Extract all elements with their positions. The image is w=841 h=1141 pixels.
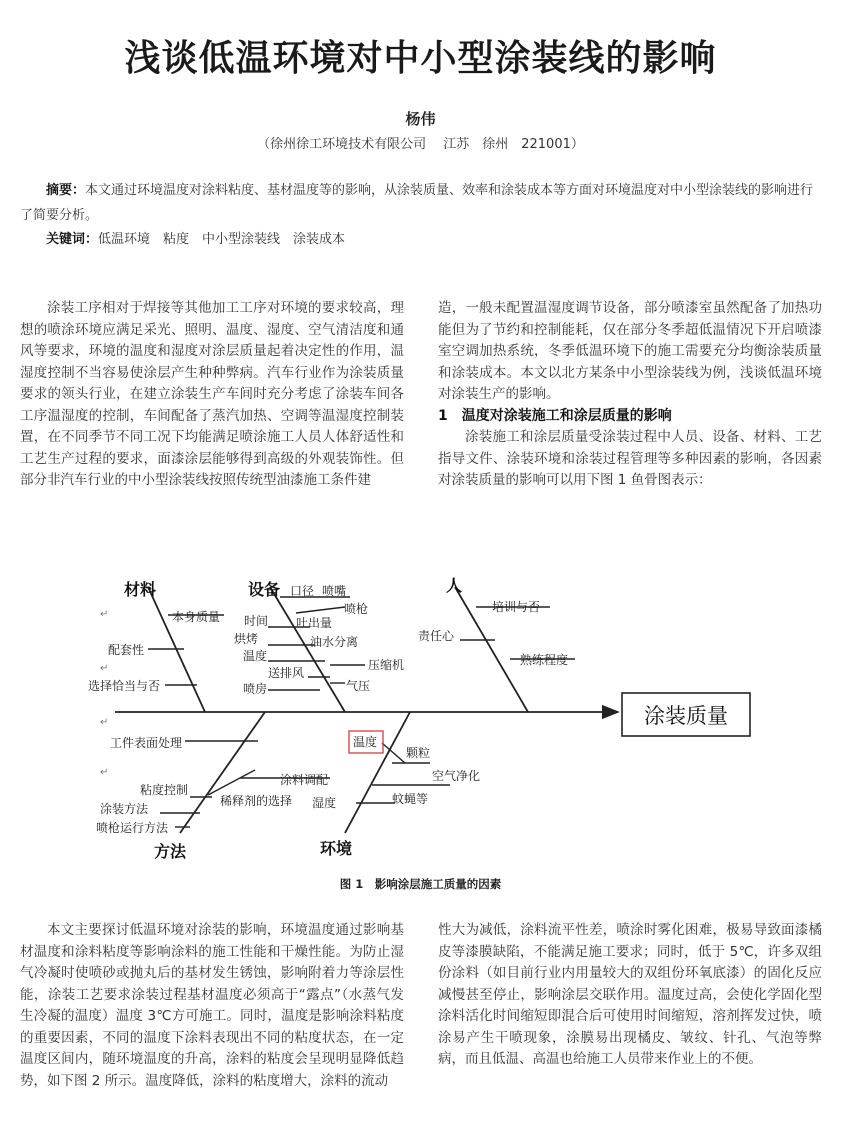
label-material-quality: 本身质量 — [172, 610, 221, 624]
body-right-column-top — [438, 298, 822, 492]
label-equipment-nozzle: 口径 — [290, 584, 315, 598]
category-method: 方法 — [154, 842, 187, 861]
bone-equipment — [270, 587, 345, 712]
label-people-responsibility: 责任心 — [418, 629, 455, 643]
body-right-column-bottom — [438, 920, 822, 1071]
label-equipment-spray: 喷嘴 — [322, 584, 347, 598]
bone-environment — [345, 712, 410, 833]
label-equipment-compressor: 压缩机 — [368, 658, 405, 672]
body-left-column-top — [20, 298, 404, 492]
label-method-viscosity: 粘度控制 — [140, 783, 189, 797]
label-method-surface: 工件表面处理 — [110, 736, 183, 750]
page-title: 浅谈低温环境对中小型涂装线的影响 — [124, 38, 717, 79]
label-equipment-pressure: 气压 — [346, 679, 371, 693]
label-people-skill: 熟练程度 — [520, 653, 569, 667]
label-method-gun-path: 喷枪运行方法 — [96, 821, 169, 835]
body-left-column-bottom — [20, 920, 404, 1092]
keywords — [20, 227, 825, 252]
abstract-text: 本文通过环境温度对涂料粘度、基材温度等的影响，从涂装质量、效率和涂装成本等方面对环境温度对中小型涂装线的影响进行了简要分析。 — [20, 183, 814, 223]
section-heading: 1 温度对涂装施工和涂层质量的影响 — [438, 407, 672, 424]
abstract-label: 摘要： — [46, 183, 86, 198]
return-mark: ↵ — [100, 717, 109, 728]
author: 杨伟 — [405, 110, 436, 128]
category-people: 人 — [446, 576, 463, 595]
paragraph: 涂装施工和涂层质量受涂装过程中人员、设备、材料、工艺指导文件、涂装环境和涂装过程管理等多种因素的影响，各因素对涂装质量的影响可以用下图 1 鱼骨图表示： — [438, 429, 822, 488]
label-equipment-bake: 烘烤 — [234, 632, 259, 646]
label-equipment-gun: 喷枪 — [344, 602, 369, 616]
figure-caption: 图 1 影响涂层施工质量的因素 — [339, 877, 502, 891]
category-material: 材料 — [124, 580, 157, 599]
label-equipment-fan: 送排风 — [268, 666, 305, 680]
abstract — [20, 178, 825, 228]
keywords-text: 低温环境 粘度 中小型涂装线 涂装成本 — [98, 232, 346, 247]
label-method-mix: 涂料调配 — [280, 773, 329, 787]
paragraph: 本文主要探讨低温环境对涂装的影响，环境温度通过影响基材温度和涂料粘度等影响涂料的施工性能和干燥性能。为防止湿气冷凝时使喷砂或抛丸后的基材发生锈蚀，影响附着力等涂层性能，涂装工艺要求涂装过程基材温度必须高于“露点”（水蒸气发生冷凝的温度）温度 3℃方可施工。同时，温度是影响涂料粘度的重要因素，不同的温度下涂料表现出不同的粘度状态，在一定温度区间内，随环境温度的升高，涂料的粘度会呈现明显降低趋势，如下图 2 所示。温度降低，涂料的粘度增大，涂料的流动 — [20, 922, 404, 1089]
label-equipment-booth: 喷房 — [243, 682, 268, 696]
label-equipment-temp: 温度 — [243, 649, 268, 663]
affiliation: （徐州徐工环境技术有限公司 江苏 徐州 221001） — [257, 137, 584, 152]
paragraph: 造，一般未配置温湿度调节设备，部分喷漆室虽然配备了加热功能但为了节约和控制能耗，仅在部分冬季超低温情况下开启喷漆室空调加热系统，冬季低温环境下的施工需要充分均衡涂装质量和涂装成本。本文以北方某条中小型涂装线为例，浅谈低温环境对涂装生产的影响。 — [438, 300, 822, 402]
label-equipment-oilwater: 油水分离 — [310, 635, 359, 649]
label-material-selection: 选择恰当与否 — [88, 679, 161, 693]
return-mark: ↵ — [100, 767, 109, 778]
category-equipment: 设备 — [248, 580, 281, 599]
label-env-humidity: 湿度 — [312, 796, 337, 810]
result-label: 涂装质量 — [644, 704, 728, 728]
paragraph: 性大为减低，涂料流平性差，喷涂时雾化困难，极易导致面漆橘皮等漆膜缺陷，不能满足施工要求；同时，低于 5℃，许多双组份涂料（如目前行业内用量较大的双组份环氧底漆）的固化反应减慢甚至停止，影响涂层交联作用。温度过高，会使化学固化型涂料活化时间缩短即混合后可使用时间缩短，溶剂挥发过快，喷涂易产生干喷现象，涂膜易出现橘皮、皱纹、针孔、气泡等弊病，而且低温、高温也给施工人员带来作业上的不便。 — [438, 922, 822, 1067]
label-env-temp-box: 温度 — [353, 735, 378, 749]
label-material-adhesion: 配套性 — [108, 643, 145, 657]
label-equipment-time: 时间 — [244, 614, 269, 628]
label-method-method: 涂装方法 — [100, 802, 149, 816]
return-mark: ↵ — [100, 609, 109, 620]
return-mark: ↵ — [100, 663, 109, 674]
paragraph: 涂装工序相对于焊接等其他加工工序对环境的要求较高，理想的喷涂环境应满足采光、照明、温度、湿度、空气清洁度和通风等要求，环境的温度和湿度对涂层质量起着决定性的作用，温湿度控制不当容易使涂层产生种种弊病。汽车行业作为涂装质量要求的领头行业，在建立涂装生产车间时充分考虑了涂装车间各工序温湿度的控制，车间配备了蒸汽加热、空调等温湿度控制装置，在不同季节不同工况下均能满足喷涂施工人员人体舒适性和工艺生产过程的要求，面漆涂层能够得到高级的外观装饰性。但部分非汽车行业的中小型涂装线按照传统型油漆施工条件建 — [20, 300, 404, 488]
label-method-thinner: 稀释剂的选择 — [220, 794, 293, 808]
bone-method — [180, 712, 265, 833]
category-environment: 环境 — [320, 839, 353, 858]
label-env-insects: 蚊蝇等 — [392, 792, 429, 806]
label-env-air: 空气净化 — [432, 769, 481, 783]
label-people-training: 培训与否 — [492, 600, 541, 614]
label-equipment-output: 吐出量 — [296, 616, 333, 630]
label-env-particles: 颗粒 — [406, 746, 431, 760]
fishbone-diagram — [0, 565, 841, 870]
keywords-label: 关键词： — [46, 232, 99, 247]
